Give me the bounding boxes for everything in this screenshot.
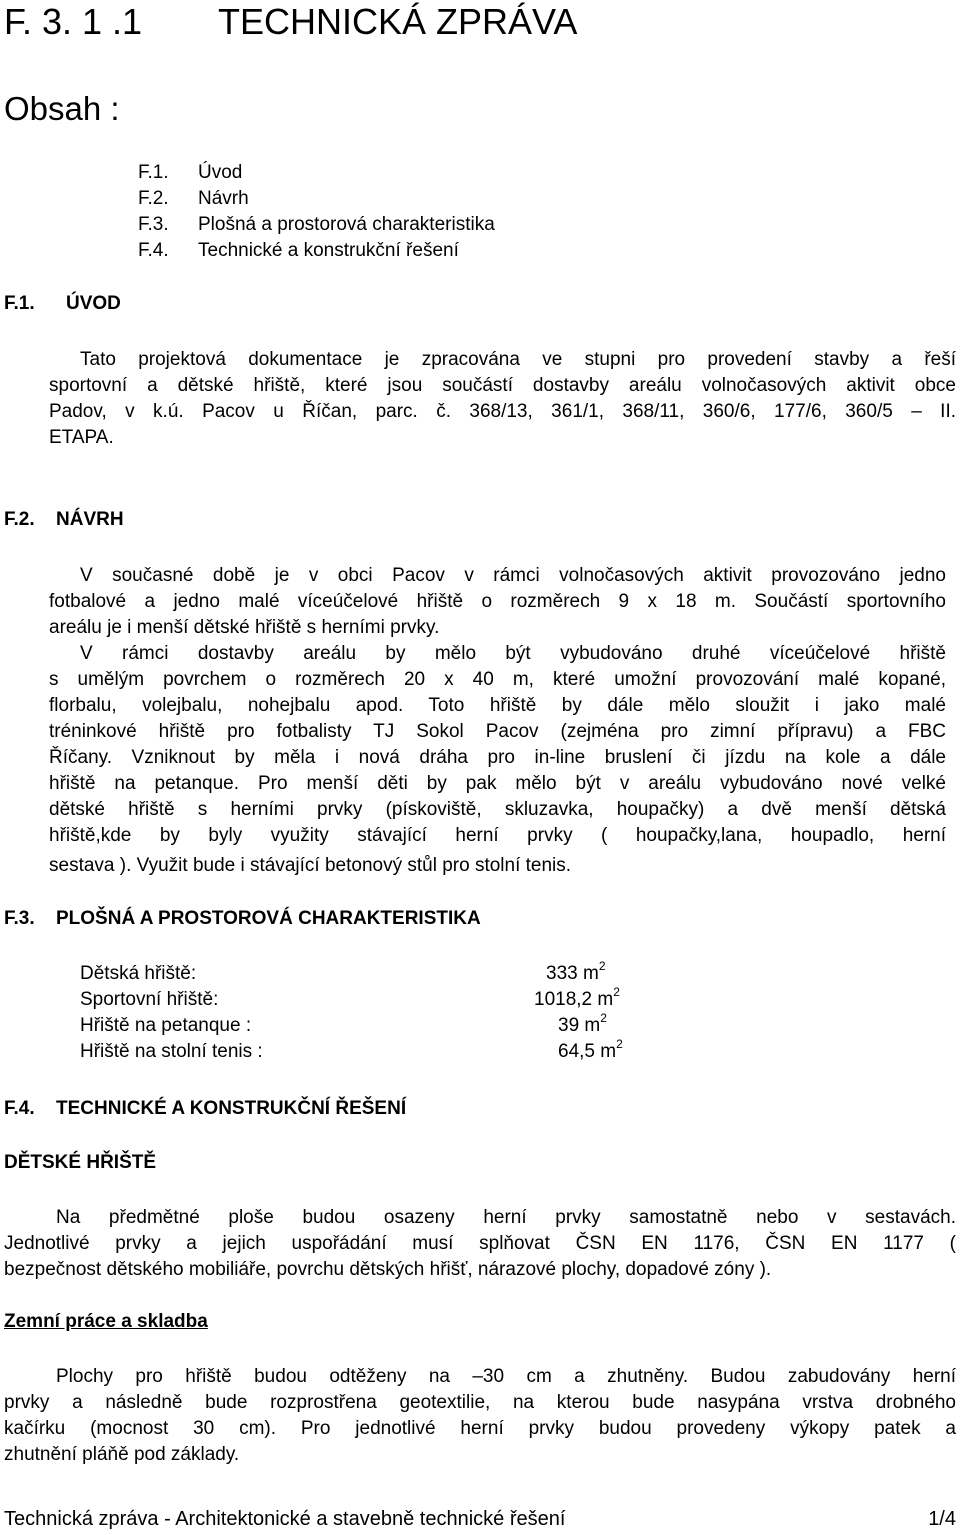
paragraph-line: s umělým povrchem o rozměrech 20 x 40 m, které umožní provozování malé kopané, <box>49 669 946 690</box>
paragraph-line: prvky a následně bude rozprostřena geotextilie, na kterou bude nasypána vrstva drobného <box>4 1392 956 1413</box>
paragraph-line: kačírku (mocnost 30 cm). Pro jednotlivé herní prvky budou provedeny výkopy patek a <box>4 1418 956 1439</box>
paragraph-line: Plochy pro hřiště budou odtěženy na –30 cm a zhutněny. Budou zabudovány herní <box>56 1366 956 1387</box>
contents-item-num: F.2. <box>138 188 169 209</box>
paragraph-line: hřiště na petanque. Pro menší děti by pak mělo být v areálu vybudováno nové velké <box>49 773 946 794</box>
paragraph-line: sestava ). Využit bude i stávající betonový stůl pro stolní tenis. <box>49 855 572 876</box>
section-heading: ÚVOD <box>66 293 121 314</box>
area-value: 333 $m^2$ <box>546 959 606 984</box>
area-value: 39 $m^2$ <box>558 1011 607 1036</box>
paragraph-line: Padov, v k.ú. Pacov u Říčan, parc. č. 368/13, 361/1, 368/11, 360/6, 177/6, 360/5 – II. <box>49 401 956 422</box>
paragraph-line: florbalu, volejbalu, nohejbalu apod. Toto hřiště by dále mělo sloužit i jako malé <box>49 695 946 716</box>
paragraph-line: ETAPA. <box>49 427 114 448</box>
paragraph-line: tréninkové hřiště pro fotbalisty TJ Sokol Pacov (zejména pro zimní přípravu) a FBC <box>49 721 946 742</box>
document-title: TECHNICKÁ ZPRÁVA <box>218 1 578 42</box>
area-label: Hřiště na petanque : <box>80 1015 252 1036</box>
contents-item-num: F.3. <box>138 214 169 235</box>
section-heading: NÁVRH <box>56 509 124 530</box>
paragraph-line: zhutnění pláňě pod základy. <box>4 1444 240 1465</box>
area-value: 1018,2 $m^2$ <box>534 985 620 1010</box>
contents-item-label: Návrh <box>198 188 249 209</box>
section-heading: PLOŠNÁ A PROSTOROVÁ CHARAKTERISTIKA <box>56 908 481 929</box>
paragraph-line: Říčany. Vzniknout by měla i nová dráha pro in-line bruslení či jízdu na kole a dále <box>49 747 946 768</box>
contents-item-num: F.4. <box>138 240 169 261</box>
contents-item-label: Technické a konstrukční řešení <box>198 240 459 261</box>
subsection-heading: DĚTSKÉ HŘIŠTĚ <box>4 1152 157 1173</box>
paragraph-line: V současné době je v obci Pacov v rámci volnočasových aktivit provozováno jedno <box>80 565 946 586</box>
paragraph-line: V rámci dostavby areálu by mělo být vybudováno druhé víceúčelové hřiště <box>80 643 946 664</box>
section-number: F.3. <box>4 908 35 929</box>
contents-item-label: Plošná a prostorová charakteristika <box>198 214 495 235</box>
page-number: 1/4 <box>928 1508 956 1530</box>
paragraph-line: Na předmětné ploše budou osazeny herní prvky samostatně nebo v sestavách. <box>56 1207 956 1228</box>
paragraph-line: hřiště,kde by byly využity stávající herní prvky ( houpačky,lana, houpadlo, herní <box>49 825 946 846</box>
paragraph-line: Tato projektová dokumentace je zpracována ve stupni pro provedení stavby a řeší <box>80 349 956 370</box>
area-label: Sportovní hřiště: <box>80 989 219 1010</box>
paragraph-line: Jednotlivé prvky a jejich uspořádání musí splňovat ČSN EN 1176, ČSN EN 1177 ( <box>4 1233 956 1254</box>
paragraph-line: areálu je i menší dětské hřiště s herními prvky. <box>49 617 440 638</box>
section-number: F.2. <box>4 509 35 530</box>
paragraph-line: fotbalové a jedno malé víceúčelové hřiště o rozměrech 9 x 18 m. Součástí sportovního <box>49 591 946 612</box>
section-heading: TECHNICKÉ A KONSTRUKČNÍ ŘEŠENÍ <box>56 1098 407 1119</box>
subsection-heading-underlined: Zemní práce a skladba <box>4 1311 208 1332</box>
section-number: F.1. <box>4 293 35 314</box>
paragraph-line: dětské hřiště s herními prvky (pískoviště, skluzavka, houpačky) a dvě menší dětská <box>49 799 946 820</box>
paragraph-line: bezpečnost dětského mobiliáře, povrchu dětských hřišť, nárazové plochy, dopadové zóny ). <box>4 1259 772 1280</box>
area-label: Dětská hřiště: <box>80 963 197 984</box>
contents-heading: Obsah : <box>4 90 120 127</box>
footer-text: Technická zpráva - Architektonické a stavebně technické řešení <box>4 1508 566 1530</box>
contents-item-label: Úvod <box>198 162 243 183</box>
section-number: F.4. <box>4 1098 35 1119</box>
contents-item-num: F.1. <box>138 162 169 183</box>
document-number: F. 3. 1 .1 <box>4 1 143 42</box>
area-value: 64,5 $m^2$ <box>558 1037 623 1062</box>
area-label: Hřiště na stolní tenis : <box>80 1041 263 1062</box>
paragraph-line: sportovní a dětské hřiště, které jsou součástí dostavby areálu volnočasových aktivit obce <box>49 375 956 396</box>
